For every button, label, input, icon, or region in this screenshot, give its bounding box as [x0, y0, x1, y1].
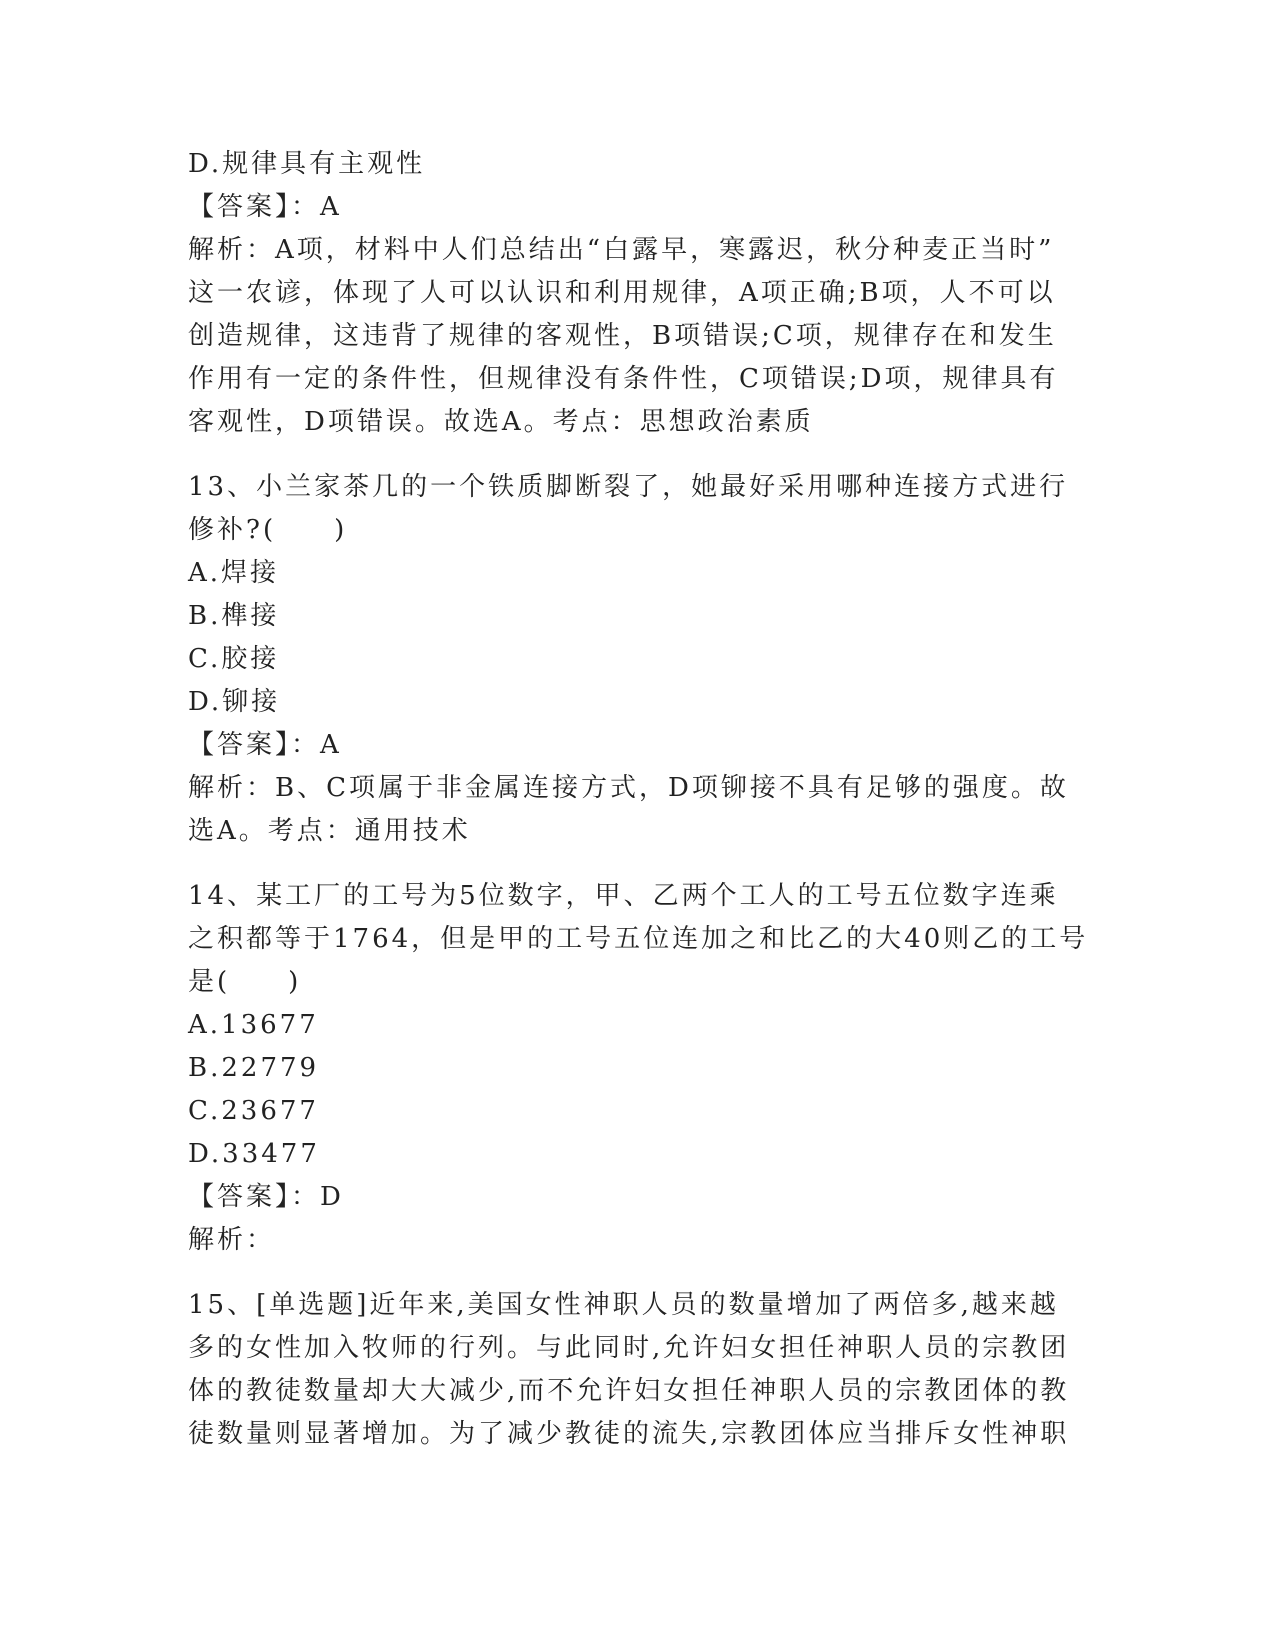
question-stem: 徒数量则显著增加。为了减少教徒的流失,宗教团体应当排斥女性神职 — [188, 1419, 1070, 1449]
option-c: C.胶接 — [188, 644, 280, 674]
analysis-line: 创造规律，这违背了规律的客观性，B项错误;C项，规律存在和发生 — [188, 321, 1057, 351]
analysis-line: 解析：A项，材料中人们总结出“白露早，寒露迟，秋分种麦正当时” — [188, 235, 1055, 265]
analysis-line: 解析： — [188, 1225, 276, 1255]
analysis-line: 这一农谚，体现了人可以认识和利用规律，A项正确;B项，人不可以 — [188, 278, 1056, 308]
analysis-line: 客观性，D项错误。故选A。考点：思想政治素质 — [188, 407, 814, 437]
question-12-tail — [188, 143, 1088, 444]
option-d: D.规律具有主观性 — [188, 149, 426, 179]
question-stem: 14、某工厂的工号为5位数字，甲、乙两个工人的工号五位数字连乘 — [188, 881, 1059, 911]
answer: 【答案】：A — [188, 730, 342, 760]
analysis-line: 作用有一定的条件性，但规律没有条件性，C项错误;D项，规律具有 — [188, 364, 1059, 394]
option-b: B.榫接 — [188, 601, 280, 631]
analysis-line: 解析：B、C项属于非金属连接方式，D项铆接不具有足够的强度。故 — [188, 773, 1069, 803]
question-stem: 之积都等于1764，但是甲的工号五位连加之和比乙的大40则乙的工号 — [188, 924, 1089, 954]
question-stem: 是( ) — [188, 967, 302, 997]
option-a: A.焊接 — [188, 558, 280, 588]
question-stem: 15、[单选题]近年来,美国女性神职人员的数量增加了两倍多,越来越 — [188, 1290, 1059, 1320]
question-stem: 体的教徒数量却大大减少,而不允许妇女担任神职人员的宗教团体的教 — [188, 1376, 1070, 1406]
page-content — [188, 143, 1088, 1456]
question-stem: 多的女性加入牧师的行列。与此同时,允许妇女担任神职人员的宗教团 — [188, 1333, 1070, 1363]
question-14 — [188, 875, 1088, 1262]
question-stem: 13、小兰家茶几的一个铁质脚断裂了，她最好采用哪种连接方式进行 — [188, 472, 1069, 502]
analysis-line: 选A。考点：通用技术 — [188, 816, 471, 846]
answer: 【答案】：A — [188, 192, 342, 222]
question-13 — [188, 466, 1088, 853]
question-stem: 修补?( ) — [188, 515, 348, 545]
question-15 — [188, 1284, 1088, 1456]
option-d: D.33477 — [188, 1139, 320, 1169]
option-d: D.铆接 — [188, 687, 281, 717]
option-c: C.23677 — [188, 1096, 319, 1126]
option-b: B.22779 — [188, 1053, 320, 1083]
answer: 【答案】：D — [188, 1182, 344, 1212]
option-a: A.13677 — [188, 1010, 319, 1040]
